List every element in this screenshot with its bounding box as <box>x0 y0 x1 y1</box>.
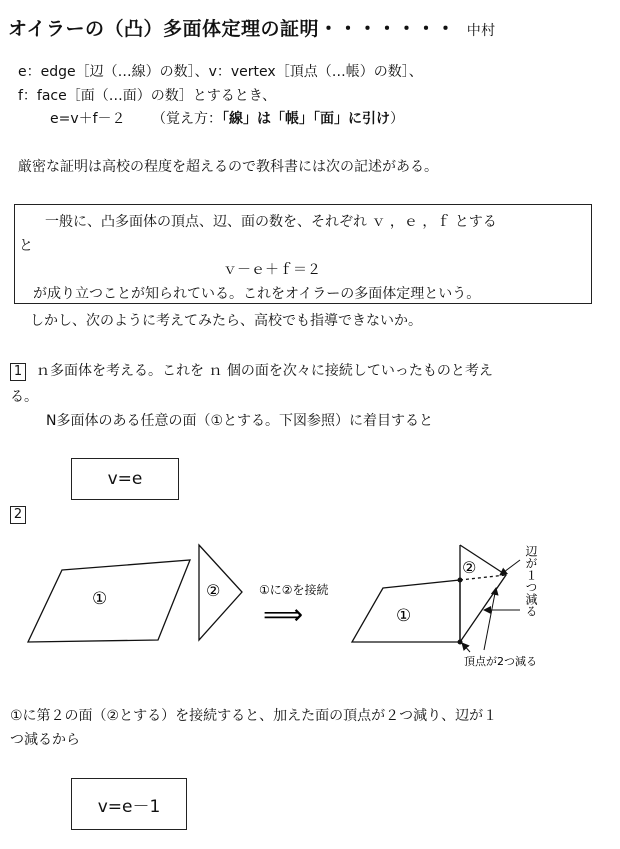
face-2-label: ② <box>206 581 221 600</box>
definition-line-1: e：edge［辺（…線）の数］、v：vertex［頂点（…帳）の数］、 <box>18 64 423 80</box>
euler-proof-diagram <box>0 530 620 680</box>
step-1-number: 1 <box>10 363 26 381</box>
formula-box-v-equals-e <box>71 458 179 500</box>
however-text: しかし、次のように考えてみたら、高校でも指導できないか。 <box>30 313 422 329</box>
merged-vertex-bottom <box>458 640 463 645</box>
step-2-line-2: つ減るから <box>10 732 80 748</box>
euler-formula: e=v＋f－２ <box>50 111 126 127</box>
theorem-line-1: 一般に、凸多面体の頂点、辺、面の数を、それぞれ ｖ ，ｅ ，ｆ とする <box>45 214 497 230</box>
step-1-line-1 <box>10 360 493 381</box>
theorem-formula: ｖ－ｅ＋ｆ＝２ <box>223 262 321 278</box>
intro-text: 厳密な証明は高校の程度を超えるので教科書には次の記述がある。 <box>18 159 438 175</box>
definition-formula-line <box>50 107 404 131</box>
face-1-label: ① <box>92 589 108 609</box>
step-1-line-3: N多面体のある任意の面（①とする。下図参照）に着目すると <box>46 413 434 429</box>
step-1-line-2: る。 <box>10 389 38 405</box>
author-name: 中村 <box>466 23 496 39</box>
theorem-box <box>14 204 592 304</box>
connect-label: ①に②を接続 <box>259 583 329 597</box>
step-2-number: 2 <box>10 506 26 524</box>
mnemonic-text: 「線」は「帳」「面」に引け <box>222 111 391 127</box>
theorem-line-2: と <box>19 238 33 254</box>
vertex-note: 頂点が2つ減る <box>464 655 537 668</box>
title-text: オイラーの（凸）多面体定理の証明・・・・・・・ <box>8 18 456 40</box>
step-1-text: ｎ多面体を考える。これを ｎ 個の面を次々に接続していったものと考え <box>36 363 493 379</box>
face-1-shape <box>28 560 190 642</box>
formula-v-equals-e-minus-1: v=e－1 <box>97 796 161 817</box>
edge-note-arrow-1 <box>500 560 520 575</box>
page-title <box>8 14 496 41</box>
joined-face-1-label: ① <box>396 606 412 626</box>
step-2-marker <box>10 503 26 524</box>
edge-note: 辺が１つ減る <box>524 545 538 617</box>
mnemonic-prefix: （覚え方： <box>152 111 223 127</box>
theorem-line-3: が成り立つことが知られている。これをオイラーの多面体定理という。 <box>33 286 481 302</box>
joined-face-2-label: ② <box>462 558 477 577</box>
formula-v-equals-e: v=e <box>107 469 143 489</box>
implies-arrow-icon: ⟹ <box>263 598 304 631</box>
mnemonic-suffix: ） <box>390 111 405 127</box>
step-2-line-1: ①に第２の面（②とする）を接続すると、加えた面の頂点が２つ減り、辺が１ <box>10 708 498 724</box>
definition-line-2: f：face［面（…面）の数］とするとき、 <box>18 88 277 104</box>
formula-box-v-equals-e-minus-1 <box>71 778 187 830</box>
merged-vertex-top <box>458 578 463 583</box>
vertex-note-arrow-2 <box>462 643 470 652</box>
